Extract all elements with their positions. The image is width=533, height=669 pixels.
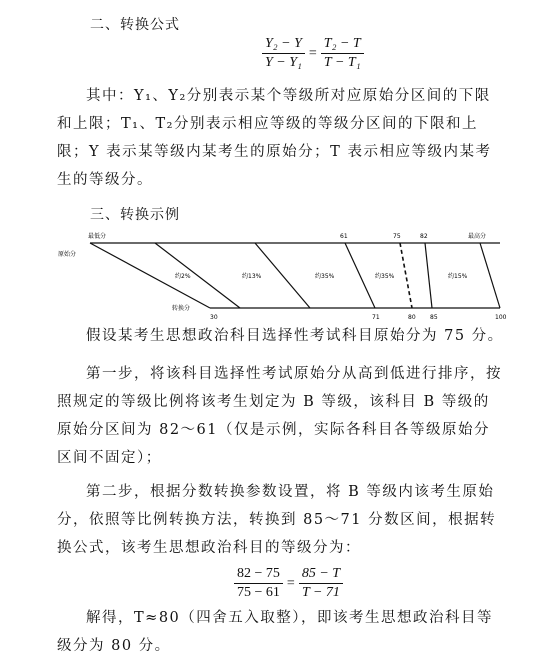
- partition-line: [155, 243, 240, 308]
- paragraph-step-one: 第一步，将该科目选择性考试原始分从高到低进行排序，按照规定的等级比例将该考生划定为 B 等级，该科目 B 等级的原始分区间为 82～61（仅是示例，实际各科目各等级原始分区间不固定）；: [57, 366, 502, 466]
- equals-sign: =: [286, 575, 295, 591]
- bottom-tick-80: 80: [408, 314, 416, 321]
- percent-label: 约2%: [175, 273, 191, 280]
- formula-lhs-fraction: [262, 36, 305, 71]
- paragraph-solution: 解得，T≈80（四舍五入取整），即该考生思想政治科目等级分为 80 分。: [57, 610, 494, 654]
- top-tick-82: 82: [420, 233, 428, 240]
- example-rhs-fraction: [299, 566, 343, 601]
- paragraph-step-two: 第二步，根据分数转换参数设置，将 B 等级内该考生原始分，依照等比例转换方法，转换到 85～71 分数区间，根据转换公式，该考生思想政治科目的等级分为：: [57, 484, 497, 556]
- formula-rhs-numerator: T₂ − T: [321, 36, 364, 54]
- section-heading-formula: 二、转换公式: [90, 17, 180, 33]
- bottom-tick-85: 85: [430, 314, 438, 321]
- max-score-label: 最高分: [468, 233, 487, 240]
- percent-label: 约15%: [448, 273, 468, 280]
- percent-label: 约13%: [242, 273, 262, 280]
- formula-rhs-fraction: [321, 36, 364, 71]
- example-lhs-fraction: [234, 566, 283, 601]
- section-heading-example: 三、转换示例: [90, 207, 180, 223]
- example-lhs-denominator: 75 − 61: [237, 585, 280, 600]
- converted-score-label: 转换分: [172, 305, 191, 312]
- bottom-tick-71: 71: [372, 314, 380, 321]
- conversion-diagram: [0, 228, 533, 328]
- min-score-label: 最低分: [88, 233, 107, 240]
- percent-label: 约35%: [375, 273, 395, 280]
- partition-line: [425, 243, 432, 308]
- paragraph-assumption: 假设某考生思想政治科目选择性考试科目原始分为 75 分。: [86, 328, 504, 344]
- example-rhs-numerator: 85 − T: [299, 566, 343, 584]
- formula-lhs-numerator: Y₂ − Y: [262, 36, 305, 54]
- percent-label: 约35%: [315, 273, 335, 280]
- example-rhs-denominator: T − 71: [301, 585, 340, 600]
- formula-explanation: 其中：Y₁、Y₂分别表示某个等级所对应原始分区间的下限和上限；T₁、T₂分别表示相应等级的等级分区间的下限和上限；Y 表示某等级内某考生的原始分；T 表示相应等级内某考生的等级分。: [57, 88, 492, 188]
- example-formula: [234, 566, 343, 601]
- bottom-tick-30: 30: [210, 314, 218, 321]
- partition-line: [255, 243, 310, 308]
- partition-dashed-line: [400, 243, 412, 308]
- equals-sign: =: [308, 45, 317, 61]
- example-lhs-numerator: 82 − 75: [234, 566, 283, 584]
- top-tick-61: 61: [340, 233, 348, 240]
- top-tick-75: 75: [393, 233, 401, 240]
- bottom-tick-100: 100: [495, 314, 507, 321]
- formula-rhs-denominator: T − T₁: [323, 55, 361, 70]
- partition-line: [345, 243, 375, 308]
- raw-score-label: 原始分: [58, 251, 77, 258]
- partition-line: [480, 243, 500, 308]
- partition-line: [90, 243, 210, 308]
- formula-lhs-denominator: Y − Y₁: [265, 55, 302, 70]
- conversion-formula: [262, 36, 364, 71]
